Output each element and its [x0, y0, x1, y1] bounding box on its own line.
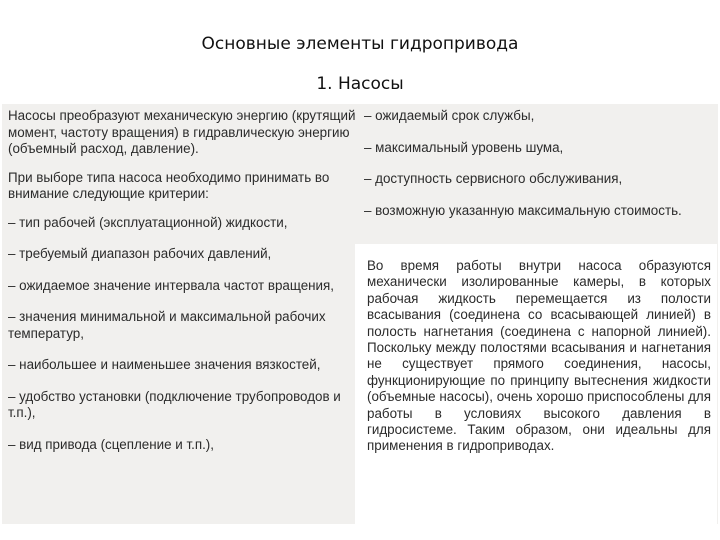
criteria-item: – тип рабочей (эксплуатационной) жидкости,: [8, 214, 288, 230]
scanned-page: [2, 104, 718, 524]
criteria-item: – значения минимальной и максимальной рабочих температур,: [8, 309, 326, 341]
criteria-item: – ожидаемое значение интервала частот вращения,: [8, 277, 335, 293]
left-column: [8, 108, 358, 468]
pump-description-box: [355, 244, 717, 524]
criteria-item: – возможную указанную максимальную стоимость.: [364, 202, 682, 218]
right-column: [364, 108, 714, 234]
criteria-heading: При выборе типа насоса необходимо принимать во внимание следующие критерии:: [8, 169, 330, 201]
slide-subtitle: 1. Насосы: [316, 74, 404, 94]
criteria-item: – удобство установки (подключение трубопроводов и т.п.),: [8, 388, 341, 420]
criteria-item: – наибольшее и наименьшее значения вязкостей,: [8, 357, 321, 372]
pump-description-text: Во время работы внутри насоса образуются механически изолированные камеры, в которых рабочая жидкость перемещается из полости всасывания (соединена со всасывающей линией) в полость нагнетания (соединена с напорной линией). Поскольку между полостями всасывания и нагнетания не существует прямого соединения, насосы, функционирующие по принципу вытеснения жидкости (объемные насосы), очень хорошо приспособлены для работы в условиях высокого давления в гидросистеме. Таким образом, они идеальны для применения в гидроприводах.: [367, 258, 711, 454]
criteria-item: – максимальный уровень шума,: [364, 139, 564, 155]
slide-title: Основные элементы гидропривода: [201, 34, 519, 54]
criteria-item: – вид привода (сцепление и т.п.),: [8, 436, 214, 452]
criteria-item: – ожидаемый срок службы,: [364, 108, 535, 123]
intro-paragraph: Насосы преобразуют механическую энергию (крутящий момент, частоту вращения) в гидравлическую энергию (объемный расход, давление).: [8, 108, 356, 156]
criteria-item: – требуемый диапазон рабочих давлений,: [8, 246, 272, 261]
criteria-item: – доступность сервисного обслуживания,: [364, 171, 623, 186]
